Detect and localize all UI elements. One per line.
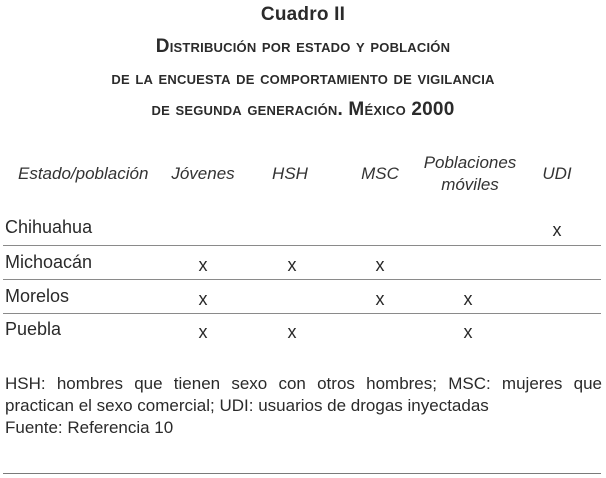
column-header-udi: UDI: [542, 164, 572, 183]
row-label-morelos: Morelos: [5, 286, 70, 306]
row-divider: [3, 245, 601, 246]
column-header-jovenes: Jóvenes: [171, 164, 235, 183]
row-label-chihuahua: Chihuahua: [5, 217, 93, 237]
column-header-poblaciones-moviles: [418, 152, 522, 196]
row-label-puebla: Puebla: [5, 319, 62, 339]
cell: x: [463, 289, 473, 309]
cell: x: [198, 255, 208, 275]
cell: x: [375, 255, 385, 275]
cell: x: [375, 289, 385, 309]
row-divider: [3, 313, 601, 314]
column-header-poblaciones-line-2: móviles: [441, 175, 499, 194]
row-label-michoacan: Michoacán: [5, 252, 93, 272]
column-header-msc: MSC: [361, 164, 399, 183]
cell: x: [287, 255, 297, 275]
row-divider: [3, 279, 601, 280]
table-title-line-2: de la encuesta de comportamiento de vigilancia: [111, 68, 495, 89]
bottom-rule: [3, 473, 601, 474]
table-title-line-1: Distribución por estado y población: [155, 36, 451, 57]
column-header-hsh: HSH: [272, 164, 308, 183]
table-title-line-3: de segunda generación. México 2000: [151, 99, 455, 120]
note-line-2: practican el sexo comercial; UDI: usuarios de drogas inyectadas: [5, 396, 489, 415]
table-label: Cuadro II: [260, 4, 346, 25]
cell: x: [287, 322, 297, 342]
column-header-poblaciones-line-1: Poblaciones: [423, 153, 517, 172]
note-line-1: HSH: hombres que tienen sexo con otros hombres; MSC: mujeres que: [5, 374, 602, 393]
cell: x: [198, 322, 208, 342]
cell: x: [198, 289, 208, 309]
source-note: Fuente: Referencia 10: [5, 418, 174, 437]
table-notes: [5, 373, 602, 439]
cell: x: [552, 220, 562, 240]
column-header-estado: Estado/población: [18, 164, 149, 183]
cell: x: [463, 322, 473, 342]
